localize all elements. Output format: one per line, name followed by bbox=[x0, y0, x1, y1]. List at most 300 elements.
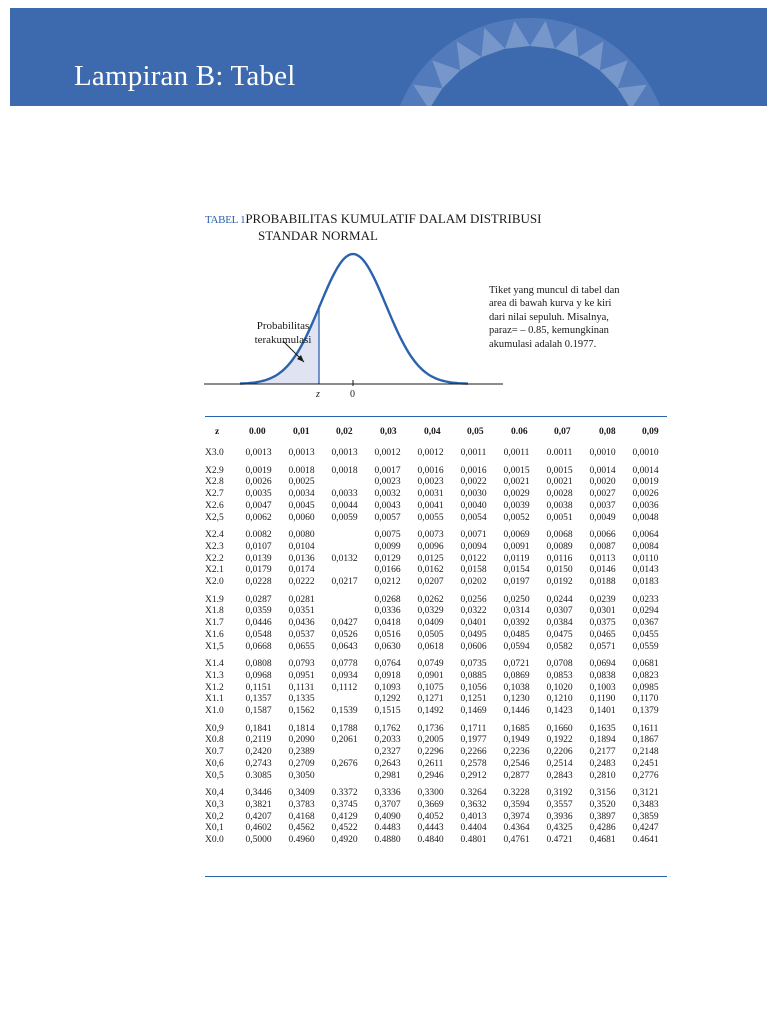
probability-cell: 0,0301 bbox=[589, 606, 616, 617]
probability-cell: 0,0057 bbox=[374, 512, 401, 523]
probability-cell: 0,0122 bbox=[460, 553, 487, 564]
probability-cell: 0,4443 bbox=[417, 823, 444, 834]
table-row bbox=[205, 618, 667, 630]
probability-cell: 0,0505 bbox=[417, 629, 444, 640]
z-value-cell: X2.3 bbox=[205, 541, 224, 552]
probability-cell: 0,0139 bbox=[245, 553, 272, 564]
probability-cell: 0,0559 bbox=[632, 641, 659, 652]
probability-cell: 0,0455 bbox=[632, 629, 659, 640]
probability-cell: 0.4483 bbox=[374, 823, 401, 834]
probability-cell: 0,0409 bbox=[417, 618, 444, 629]
probability-cell: 0,0158 bbox=[460, 565, 487, 576]
probability-cell: 0,2946 bbox=[417, 770, 444, 781]
probability-cell: 0.4364 bbox=[503, 823, 530, 834]
probability-cell: 0,0045 bbox=[288, 500, 315, 511]
probability-cell: 0,2119 bbox=[245, 735, 272, 746]
probability-cell: 0,2810 bbox=[589, 770, 616, 781]
probability-cell: 0,0694 bbox=[589, 659, 616, 670]
probability-cell: 0,0537 bbox=[288, 629, 315, 640]
probability-cell: 0,1210 bbox=[546, 694, 573, 705]
axis-z-label: z bbox=[316, 389, 320, 400]
probability-cell bbox=[323, 747, 366, 759]
probability-cell: 0,1003 bbox=[589, 682, 616, 693]
z-value-cell: X2.2 bbox=[205, 553, 224, 564]
z-value-cell: X2.4 bbox=[205, 530, 224, 541]
probability-cell bbox=[323, 477, 366, 489]
probability-cell bbox=[323, 565, 366, 577]
probability-cell: 0.3372 bbox=[331, 788, 358, 799]
probability-cell: 0,0030 bbox=[460, 489, 487, 500]
probability-cell: 0,0793 bbox=[288, 659, 315, 670]
z-value-cell: X0,4 bbox=[205, 788, 224, 799]
probability-cell: 0.4960 bbox=[288, 835, 315, 846]
probability-cell: 0,1469 bbox=[460, 706, 487, 717]
table-row bbox=[205, 448, 667, 460]
probability-cell: 0,0025 bbox=[288, 477, 315, 488]
probability-cell: 0,0526 bbox=[331, 629, 358, 640]
probability-cell: 0,0166 bbox=[374, 565, 401, 576]
column-header: 0,01 bbox=[293, 427, 310, 437]
table-row bbox=[205, 659, 667, 671]
probability-cell: 0,1949 bbox=[503, 735, 530, 746]
probability-cell: 0,0934 bbox=[331, 670, 358, 681]
table-row bbox=[205, 788, 667, 800]
probability-cell: 0,4681 bbox=[589, 835, 616, 846]
probability-cell: 0,4325 bbox=[546, 823, 573, 834]
probability-cell: 0,1894 bbox=[589, 735, 616, 746]
probability-cell: 0,0146 bbox=[589, 565, 616, 576]
probability-cell: 0,0495 bbox=[460, 629, 487, 640]
probability-cell: 0,0228 bbox=[245, 577, 272, 588]
probability-cell: 0,0749 bbox=[417, 659, 444, 670]
probability-cell: 0,4052 bbox=[417, 811, 444, 822]
probability-cell: 0,2546 bbox=[503, 758, 530, 769]
probability-cell: 0,1038 bbox=[503, 682, 530, 693]
probability-cell: 0.4404 bbox=[460, 823, 487, 834]
table-row bbox=[205, 694, 667, 706]
probability-cell: 0,0202 bbox=[460, 577, 487, 588]
probability-cell: 0,0069 bbox=[503, 530, 530, 541]
probability-cell: 0,0136 bbox=[288, 553, 315, 564]
probability-cell: 0,0034 bbox=[288, 489, 315, 500]
z-value-cell: X3.0 bbox=[205, 448, 224, 458]
probability-cell: 0,0838 bbox=[589, 670, 616, 681]
probability-cell: 0.4641 bbox=[632, 835, 659, 846]
z-table bbox=[205, 448, 667, 847]
probability-cell: 0,5000 bbox=[245, 835, 272, 846]
table-row bbox=[205, 606, 667, 618]
probability-cell: 0,0885 bbox=[460, 670, 487, 681]
probability-cell: 0,0062 bbox=[245, 512, 272, 523]
probability-cell: 0,2296 bbox=[417, 747, 444, 758]
probability-cell: 0,0281 bbox=[288, 594, 315, 605]
probability-cell: 0,0049 bbox=[589, 512, 616, 523]
probability-cell: 0,0359 bbox=[245, 606, 272, 617]
z-value-cell: X1.1 bbox=[205, 694, 224, 705]
probability-cell: 0,4286 bbox=[589, 823, 616, 834]
table-row bbox=[205, 630, 667, 642]
probability-cell: 0,3336 bbox=[374, 788, 401, 799]
probability-cell: 0,0044 bbox=[331, 500, 358, 511]
column-header: 0,02 bbox=[336, 427, 353, 437]
probability-cell: 0,0485 bbox=[503, 629, 530, 640]
probability-cell: 0,0014 bbox=[589, 465, 616, 476]
probability-cell: 0,0465 bbox=[589, 629, 616, 640]
probability-cell: 0,0708 bbox=[546, 659, 573, 670]
probability-cell: 0,0618 bbox=[417, 641, 444, 652]
probability-cell: 0,0043 bbox=[374, 500, 401, 511]
probability-cell: 0,0853 bbox=[546, 670, 573, 681]
probability-cell: 0,0594 bbox=[503, 641, 530, 652]
probability-cell: 0,0013 bbox=[288, 448, 315, 458]
probability-cell: 0,1922 bbox=[546, 735, 573, 746]
probability-cell: 0,0222 bbox=[288, 577, 315, 588]
probability-cell: 0,0012 bbox=[417, 448, 444, 458]
probability-cell: 0,0778 bbox=[331, 659, 358, 670]
probability-cell: 0,0764 bbox=[374, 659, 401, 670]
probability-cell: 0,0032 bbox=[374, 489, 401, 500]
probability-cell: 0,1401 bbox=[589, 706, 616, 717]
probability-cell: 0,1539 bbox=[331, 706, 358, 717]
probability-cell: 0,2483 bbox=[589, 758, 616, 769]
probability-cell: 0,2877 bbox=[503, 770, 530, 781]
table-title-line2: STANDAR NORMAL bbox=[258, 228, 378, 243]
probability-cell: 0,0022 bbox=[460, 477, 487, 488]
axis-zero-label: 0 bbox=[350, 389, 355, 400]
probability-cell: 0,3050 bbox=[288, 770, 315, 781]
probability-cell: 0,2090 bbox=[288, 735, 315, 746]
table-row bbox=[205, 542, 667, 554]
banner-title: Lampiran B: Tabel bbox=[74, 60, 296, 92]
probability-cell: 0,0351 bbox=[288, 606, 315, 617]
probability-cell: 0,0060 bbox=[288, 512, 315, 523]
probability-cell: 0,0192 bbox=[546, 577, 573, 588]
probability-cell: 0,1112 bbox=[331, 682, 358, 693]
probability-cell: 0,4013 bbox=[460, 811, 487, 822]
probability-cell: 0,4129 bbox=[331, 811, 358, 822]
probability-cell: 0,0294 bbox=[632, 606, 659, 617]
z-value-cell: X1,5 bbox=[205, 641, 224, 652]
probability-cell: 0,1515 bbox=[374, 706, 401, 717]
z-value-cell: X1.7 bbox=[205, 618, 224, 629]
z-value-cell: X1.0 bbox=[205, 706, 224, 717]
table-row bbox=[205, 595, 667, 607]
probability-cell: 0,3483 bbox=[632, 799, 659, 810]
probability-cell: 0,1762 bbox=[374, 723, 401, 734]
table-row bbox=[205, 501, 667, 513]
probability-cell: 0,1562 bbox=[288, 706, 315, 717]
probability-cell: 0,2420 bbox=[245, 747, 272, 758]
z-value-cell: X0,9 bbox=[205, 723, 224, 734]
table-row bbox=[205, 771, 667, 783]
probability-cell: 0,1251 bbox=[460, 694, 487, 705]
probability-cell: 0,1131 bbox=[288, 682, 315, 693]
probability-cell: 0,1711 bbox=[460, 723, 487, 734]
probability-cell: 0,0110 bbox=[632, 553, 659, 564]
probability-cell: 0,1587 bbox=[245, 706, 272, 717]
probability-cell: 0,0329 bbox=[417, 606, 444, 617]
probability-cell: 0,3557 bbox=[546, 799, 573, 810]
probability-cell: 0,1446 bbox=[503, 706, 530, 717]
probability-cell: 0,0096 bbox=[417, 541, 444, 552]
probability-cell: 0,1271 bbox=[417, 694, 444, 705]
z-value-cell: X1.3 bbox=[205, 670, 224, 681]
probability-cell: 0,3859 bbox=[632, 811, 659, 822]
probability-cell: 0,0262 bbox=[417, 594, 444, 605]
probability-cell: 0,0026 bbox=[632, 489, 659, 500]
probability-cell: 0,4562 bbox=[288, 823, 315, 834]
probability-cell: 0,0869 bbox=[503, 670, 530, 681]
probability-cell: 0,0823 bbox=[632, 670, 659, 681]
probability-cell bbox=[323, 606, 366, 618]
probability-cell: 0,0129 bbox=[374, 553, 401, 564]
probability-cell: 0,0013 bbox=[331, 448, 358, 458]
probability-cell: 0,0039 bbox=[503, 500, 530, 511]
probability-cell: 0,0314 bbox=[503, 606, 530, 617]
probability-cell: 0,0094 bbox=[460, 541, 487, 552]
column-header: 0,07 bbox=[554, 427, 571, 437]
probability-cell: 0,0239 bbox=[589, 594, 616, 605]
probability-cell: 0,0019 bbox=[632, 477, 659, 488]
probability-cell: 0,0066 bbox=[589, 530, 616, 541]
probability-cell: 0,3974 bbox=[503, 811, 530, 822]
probability-cell: 0,0154 bbox=[503, 565, 530, 576]
z-value-cell: X2.6 bbox=[205, 500, 224, 511]
probability-cell bbox=[323, 595, 366, 607]
probability-cell: 0,0099 bbox=[374, 541, 401, 552]
table-row bbox=[205, 812, 667, 824]
probability-cell: 0,0250 bbox=[503, 594, 530, 605]
probability-cell: 0,0233 bbox=[632, 594, 659, 605]
probability-cell: 0,2514 bbox=[546, 758, 573, 769]
probability-cell: 0,0475 bbox=[546, 629, 573, 640]
probability-cell: 0.4721 bbox=[546, 835, 573, 846]
probability-cell: 0,2327 bbox=[374, 747, 401, 758]
probability-cell: 0,0571 bbox=[589, 641, 616, 652]
column-header: 0,04 bbox=[424, 427, 441, 437]
probability-cell: 0,3669 bbox=[417, 799, 444, 810]
probability-cell: 0,0119 bbox=[503, 553, 530, 564]
probability-cell: 0,2709 bbox=[288, 758, 315, 769]
table-row bbox=[205, 642, 667, 654]
table-row bbox=[205, 823, 667, 835]
probability-cell: 0,2912 bbox=[460, 770, 487, 781]
probability-cell: 0,1867 bbox=[632, 735, 659, 746]
probability-cell bbox=[323, 771, 366, 783]
probability-cell: 0,0125 bbox=[417, 553, 444, 564]
probability-cell: 0,0023 bbox=[374, 477, 401, 488]
probability-cell: 0,1335 bbox=[288, 694, 315, 705]
probability-cell: 0,0073 bbox=[417, 530, 444, 541]
table-row bbox=[205, 759, 667, 771]
probability-cell: 0,3594 bbox=[503, 799, 530, 810]
probability-cell: 0,0080 bbox=[288, 530, 315, 541]
probability-cell: 0,0268 bbox=[374, 594, 401, 605]
z-value-cell: X0,1 bbox=[205, 823, 224, 834]
probability-cell: 0,2206 bbox=[546, 747, 573, 758]
probability-cell: 0,0027 bbox=[589, 489, 616, 500]
probability-cell: 0,0183 bbox=[632, 577, 659, 588]
probability-cell: 0,0375 bbox=[589, 618, 616, 629]
probability-cell: 0,2389 bbox=[288, 747, 315, 758]
probability-cell: 0,1151 bbox=[245, 682, 272, 693]
probability-cell: 0,2236 bbox=[503, 747, 530, 758]
probability-cell: 0,0051 bbox=[546, 512, 573, 523]
probability-cell: 0,0968 bbox=[245, 670, 272, 681]
z-value-cell: X1.9 bbox=[205, 594, 224, 605]
table-row bbox=[205, 724, 667, 736]
probability-cell: 0,0401 bbox=[460, 618, 487, 629]
column-header: 0,08 bbox=[599, 427, 616, 437]
probability-cell: 0,3520 bbox=[589, 799, 616, 810]
probability-cell: 0,2177 bbox=[589, 747, 616, 758]
probability-cell: 0,0808 bbox=[245, 659, 272, 670]
probability-cell: 0,0655 bbox=[288, 641, 315, 652]
probability-cell bbox=[323, 542, 366, 554]
probability-cell: 0,1292 bbox=[374, 694, 401, 705]
probability-cell: 0,3745 bbox=[331, 799, 358, 810]
probability-cell: 0,3897 bbox=[589, 811, 616, 822]
probability-cell: 0,0064 bbox=[632, 530, 659, 541]
probability-cell: 0.0011 bbox=[546, 448, 573, 458]
probability-cell: 0,3121 bbox=[632, 788, 659, 799]
probability-cell: 0,0036 bbox=[632, 500, 659, 511]
column-header: 0,09 bbox=[642, 427, 659, 437]
probability-cell: 0,2578 bbox=[460, 758, 487, 769]
probability-cell: 0,0015 bbox=[503, 465, 530, 476]
probability-cell: 0,3821 bbox=[245, 799, 272, 810]
probability-cell: 0.4840 bbox=[417, 835, 444, 846]
probability-cell: 0,4090 bbox=[374, 811, 401, 822]
probability-cell: 0,4207 bbox=[245, 811, 272, 822]
probability-cell: 0,0244 bbox=[546, 594, 573, 605]
probability-cell: 0,0668 bbox=[245, 641, 272, 652]
probability-cell: 0,2981 bbox=[374, 770, 401, 781]
z-value-cell: X1.4 bbox=[205, 659, 224, 670]
probability-cell: 0,0107 bbox=[245, 541, 272, 552]
probability-cell: 0,0023 bbox=[417, 477, 444, 488]
probability-cell: 0,0016 bbox=[417, 465, 444, 476]
probability-cell: 0,0582 bbox=[546, 641, 573, 652]
probability-cell: 0.3264 bbox=[460, 788, 487, 799]
probability-cell: 0,0606 bbox=[460, 641, 487, 652]
probability-cell: 0,0174 bbox=[288, 565, 315, 576]
probability-cell: 0,4602 bbox=[245, 823, 272, 834]
probability-cell: 0,0014 bbox=[632, 465, 659, 476]
probability-cell: 0,2266 bbox=[460, 747, 487, 758]
table-row bbox=[205, 554, 667, 566]
probability-cell: 0,0150 bbox=[546, 565, 573, 576]
probability-cell: 0,0162 bbox=[417, 565, 444, 576]
probability-cell: 0,1170 bbox=[632, 694, 659, 705]
probability-cell: 0,0951 bbox=[288, 670, 315, 681]
probability-cell: 0,0029 bbox=[503, 489, 530, 500]
probability-cell: 0,1814 bbox=[288, 723, 315, 734]
z-value-cell: X2.7 bbox=[205, 489, 224, 500]
table-row bbox=[205, 735, 667, 747]
z-value-cell: X2.1 bbox=[205, 565, 224, 576]
probability-cell: 0.0018 bbox=[288, 465, 315, 476]
probability-cell: 0,3783 bbox=[288, 799, 315, 810]
column-header: z bbox=[215, 427, 220, 437]
probability-cell: 0,0084 bbox=[632, 541, 659, 552]
probability-cell: 0,1075 bbox=[417, 682, 444, 693]
probability-cell: 0,0071 bbox=[460, 530, 487, 541]
z-value-cell: X1.2 bbox=[205, 682, 224, 693]
table-heading bbox=[205, 211, 541, 244]
probability-cell: 0,3300 bbox=[417, 788, 444, 799]
probability-cell: 0,3446 bbox=[245, 788, 272, 799]
z-value-cell: X1.8 bbox=[205, 606, 224, 617]
probability-cell: 0,2643 bbox=[374, 758, 401, 769]
probability-cell: 0,2776 bbox=[632, 770, 659, 781]
probability-cell bbox=[323, 530, 366, 542]
probability-cell: 0,0307 bbox=[546, 606, 573, 617]
probability-cell: 0,0087 bbox=[589, 541, 616, 552]
probability-cell: 0,0011 bbox=[460, 448, 487, 458]
probability-cell: 0,2148 bbox=[632, 747, 659, 758]
probability-cell: 0,0179 bbox=[245, 565, 272, 576]
table-row bbox=[205, 747, 667, 759]
probability-cell: 0,4920 bbox=[331, 835, 358, 846]
probability-cell bbox=[323, 694, 366, 706]
table-row bbox=[205, 683, 667, 695]
probability-cell: 0,0436 bbox=[288, 618, 315, 629]
probability-cell: 0,0038 bbox=[546, 500, 573, 511]
z-value-cell: X1.6 bbox=[205, 629, 224, 640]
probability-cell: 0,0418 bbox=[374, 618, 401, 629]
probability-cell: 0,0643 bbox=[331, 641, 358, 652]
probability-cell: 0,3192 bbox=[546, 788, 573, 799]
probability-cell: 0,0041 bbox=[417, 500, 444, 511]
table-row bbox=[205, 800, 667, 812]
probability-cell: 0,0026 bbox=[245, 477, 272, 488]
z-value-cell: X0,6 bbox=[205, 758, 224, 769]
probability-cell: 0,0548 bbox=[245, 629, 272, 640]
z-value-cell: X0,5 bbox=[205, 770, 224, 781]
probability-cell: 0.3228 bbox=[503, 788, 530, 799]
z-value-cell: X0,2 bbox=[205, 811, 224, 822]
probability-cell: 0.4801 bbox=[460, 835, 487, 846]
probability-cell: 0,3707 bbox=[374, 799, 401, 810]
probability-cell: 0,1841 bbox=[245, 723, 272, 734]
probability-cell: 0,0055 bbox=[417, 512, 444, 523]
z-value-cell: X0,3 bbox=[205, 799, 224, 810]
probability-cell: 0,1788 bbox=[331, 723, 358, 734]
probability-cell: 0,0018 bbox=[331, 465, 358, 476]
probability-cell: 0,1020 bbox=[546, 682, 573, 693]
probability-cell: 0,0901 bbox=[417, 670, 444, 681]
probability-cell: 0,2061 bbox=[331, 735, 358, 746]
probability-cell: 0,0054 bbox=[460, 512, 487, 523]
probability-cell: 0,0015 bbox=[546, 465, 573, 476]
column-header: 0,03 bbox=[380, 427, 397, 437]
z-value-cell: X2.0 bbox=[205, 577, 224, 588]
probability-cell: 0,0116 bbox=[546, 553, 573, 564]
z-value-cell: X2.9 bbox=[205, 465, 224, 476]
z-value-cell: X0.8 bbox=[205, 735, 224, 746]
probability-cell: 0,0048 bbox=[632, 512, 659, 523]
probability-cell: 0,0010 bbox=[589, 448, 616, 458]
probability-cell: 0,0035 bbox=[245, 489, 272, 500]
probability-cell: 0,0681 bbox=[632, 659, 659, 670]
table-row bbox=[205, 706, 667, 718]
probability-cell: 0,0336 bbox=[374, 606, 401, 617]
column-header: 0.00 bbox=[249, 427, 266, 437]
probability-cell: 0,1611 bbox=[632, 723, 659, 734]
probability-cell: 0,0068 bbox=[546, 530, 573, 541]
z-value-cell: X0.7 bbox=[205, 747, 224, 758]
